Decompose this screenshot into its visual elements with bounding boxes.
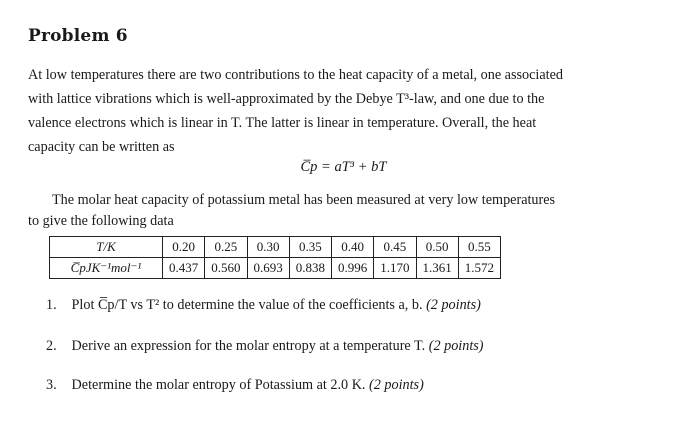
table-cell: 0.996 xyxy=(332,258,374,279)
paragraph-line: with lattice vibrations which is well-approximated by the Debye T³-law, and one due to the xyxy=(28,91,545,107)
question-text: Derive an expression for the molar entropy at a temperature T. xyxy=(71,338,426,354)
question-text: Plot C̅p/T vs T² to determine the value of the coefficients a, b. xyxy=(71,297,423,313)
table-header-heat-capacity: C̅pJK⁻¹mol⁻¹ xyxy=(50,258,163,279)
table-cell: 0.560 xyxy=(205,258,247,279)
intro-line: The molar heat capacity of potassium metal has been measured at very low temperatures xyxy=(52,192,556,208)
table-cell: 1.361 xyxy=(416,258,458,279)
question-points: (2 points) xyxy=(426,297,481,313)
data-intro xyxy=(28,190,668,232)
table-cell: 0.40 xyxy=(332,237,374,258)
paragraph-line: At low temperatures there are two contributions to the heat capacity of a metal, one associated xyxy=(28,67,563,83)
table-cell: 0.693 xyxy=(247,258,289,279)
table-cell: 0.45 xyxy=(374,237,416,258)
table-cell: 0.35 xyxy=(289,237,331,258)
question-item xyxy=(46,377,424,394)
problem-heading: Problem 6 xyxy=(28,26,128,46)
paragraph-line: capacity can be written as xyxy=(28,139,175,155)
table-row-temperature xyxy=(50,237,501,258)
table-cell: 0.437 xyxy=(163,258,205,279)
table-cell: 0.20 xyxy=(163,237,205,258)
question-number: 2. xyxy=(46,338,57,354)
table-cell: 0.25 xyxy=(205,237,247,258)
question-item xyxy=(46,297,481,314)
question-points: (2 points) xyxy=(369,377,424,393)
heat-capacity-equation: C̅p = aT³ + bT xyxy=(300,159,387,175)
table-cell: 0.838 xyxy=(289,258,331,279)
paragraph-line: valence electrons which is linear in T. The latter is linear in temperature. Overall, the heat xyxy=(28,115,537,131)
heat-capacity-table xyxy=(49,236,501,279)
problem-paragraph xyxy=(28,63,668,159)
table-row-heat-capacity xyxy=(50,258,501,279)
question-item xyxy=(46,338,484,355)
table-cell: 1.170 xyxy=(374,258,416,279)
table-cell: 0.30 xyxy=(247,237,289,258)
question-points: (2 points) xyxy=(428,338,484,354)
table-cell: 1.572 xyxy=(458,258,500,279)
intro-line: to give the following data xyxy=(28,213,174,229)
table-cell: 0.50 xyxy=(416,237,458,258)
table-header-temperature: T/K xyxy=(50,237,163,258)
question-text: Determine the molar entropy of Potassium at 2.0 K. xyxy=(71,377,366,393)
question-number: 1. xyxy=(46,297,57,313)
question-number: 3. xyxy=(46,377,57,393)
table-cell: 0.55 xyxy=(458,237,500,258)
